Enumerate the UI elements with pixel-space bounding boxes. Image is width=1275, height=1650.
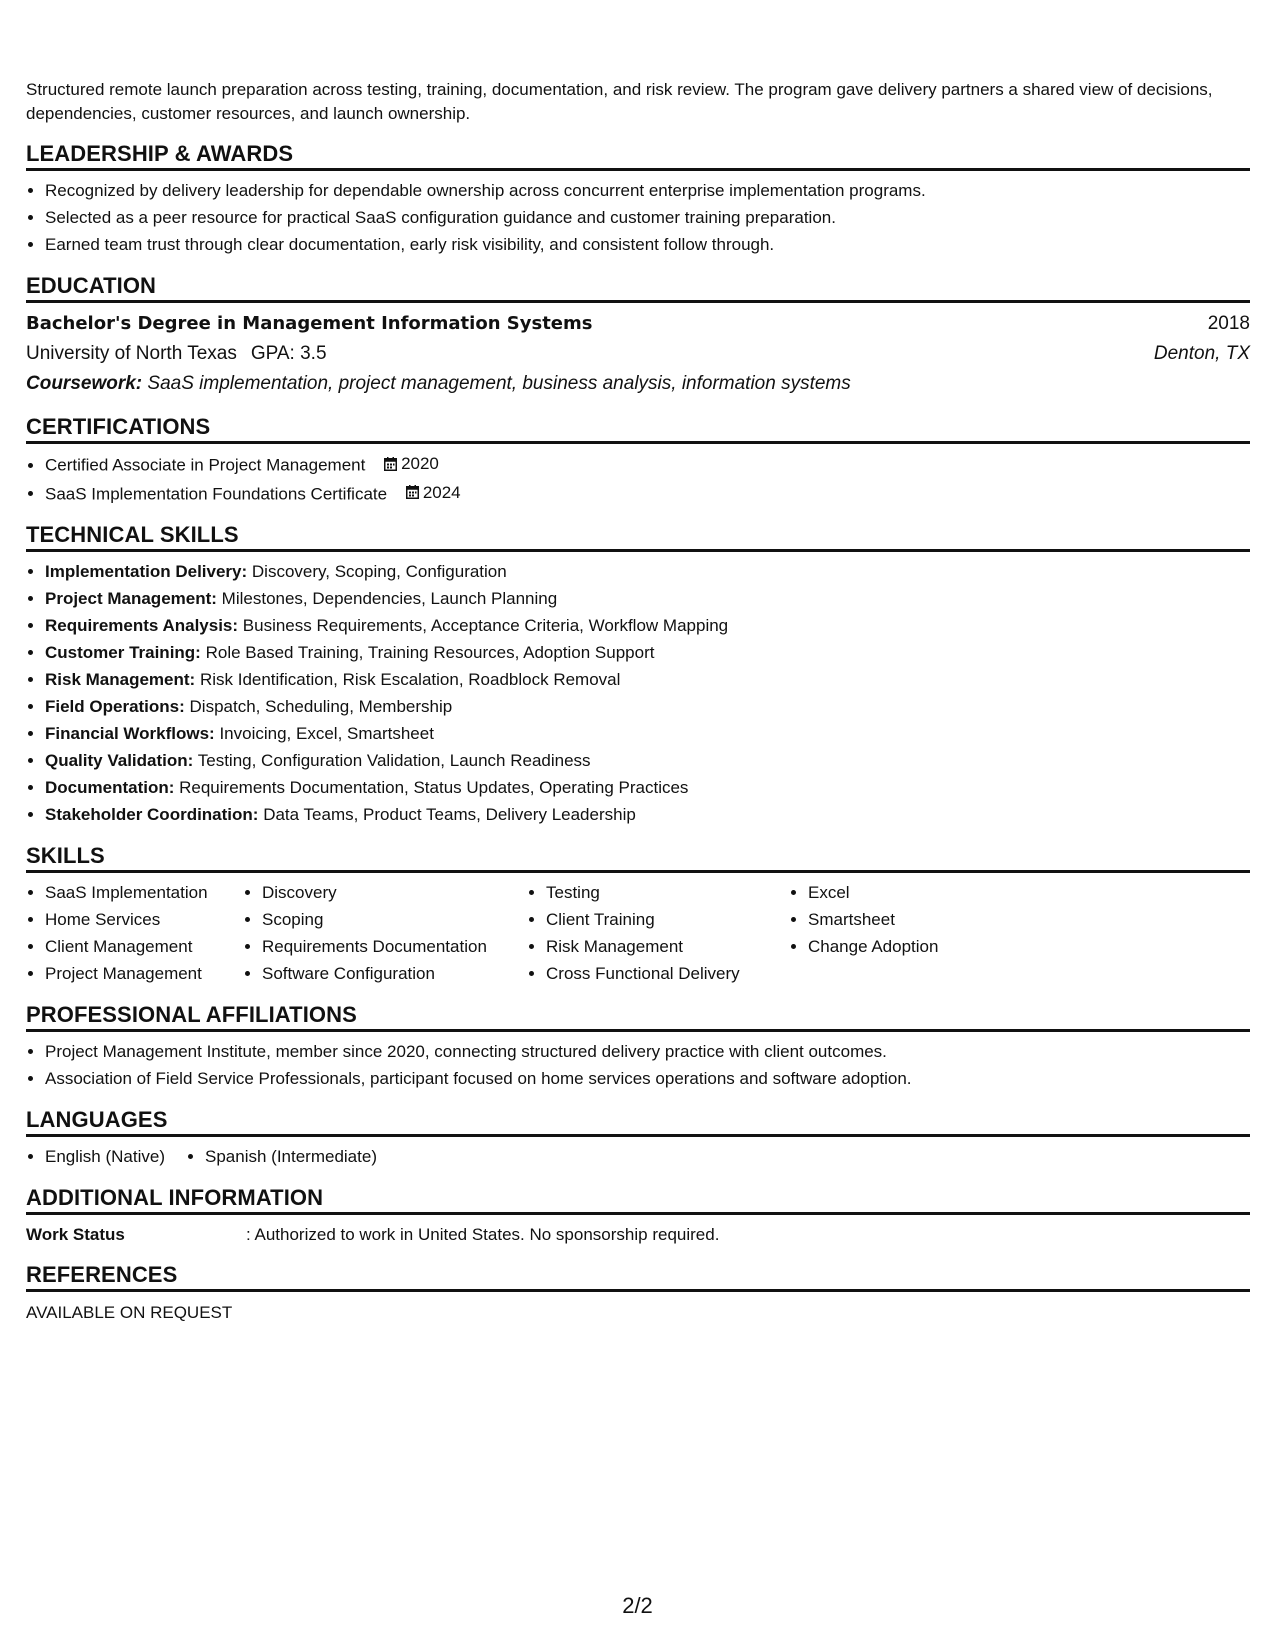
certifications-list <box>26 450 1250 507</box>
list-item: • Risk Management <box>546 933 789 960</box>
education-school-row <box>26 339 1250 369</box>
list-item: • English (Native) <box>45 1143 165 1170</box>
skill-category: Customer Training: <box>45 643 201 662</box>
list-item <box>45 585 1250 612</box>
resume-page <box>26 78 1250 1325</box>
list-item: • Project Management <box>45 960 243 987</box>
skill-values: Discovery, Scoping, Configuration <box>251 562 507 581</box>
degree-name: Bachelor's Degree in Management Information Systems <box>26 313 593 334</box>
list-item <box>45 558 1250 585</box>
skills-column <box>789 879 1108 987</box>
certification-date <box>384 450 439 477</box>
education-entry <box>26 309 1250 399</box>
skill-values: Milestones, Dependencies, Launch Planning <box>221 589 558 608</box>
skill-values: Role Based Training, Training Resources, Adoption Support <box>205 643 655 662</box>
references-text: AVAILABLE ON REQUEST <box>26 1303 233 1322</box>
list-item: • Client Training <box>546 906 789 933</box>
education-degree-row <box>26 309 1250 339</box>
affiliations-list <box>26 1038 1250 1092</box>
calendar-icon <box>406 485 419 499</box>
skill-category: Quality Validation: <box>45 751 194 770</box>
list-item: • Client Management <box>45 933 243 960</box>
languages-list <box>26 1143 1250 1170</box>
list-item: • Cross Functional Delivery <box>546 960 789 987</box>
skill-values: Business Requirements, Acceptance Criteria, Workflow Mapping <box>242 616 729 635</box>
skill-category: Financial Workflows: <box>45 724 215 743</box>
skill-category: Field Operations: <box>45 697 185 716</box>
skill-category: Stakeholder Coordination: <box>45 805 259 824</box>
certifications-heading: CERTIFICATIONS <box>26 414 1250 444</box>
school-location: Denton, TX <box>1153 343 1250 364</box>
skill-category: Requirements Analysis: <box>45 616 239 635</box>
list-item: • Earned team trust through clear documentation, early risk visibility, and consistent follow through. <box>45 231 1250 258</box>
skills-column <box>26 879 243 987</box>
skill-values: Requirements Documentation, Status Updates, Operating Practices <box>179 778 689 797</box>
calendar-icon <box>384 457 397 471</box>
coursework-label: Coursework: <box>26 373 143 394</box>
leadership-list <box>26 177 1250 258</box>
list-item: • SaaS Implementation <box>45 879 243 906</box>
skill-values: Data Teams, Product Teams, Delivery Leadership <box>263 805 636 824</box>
project-summary: Structured remote launch preparation across testing, training, documentation, and risk review. The program gave delivery partners a shared view of decisions, dependencies, customer resources, and launch ownership. <box>26 80 1213 123</box>
list-item <box>45 720 1250 747</box>
skills-column <box>243 879 527 987</box>
skills-column <box>527 879 789 987</box>
list-item <box>45 774 1250 801</box>
skill-category: Documentation: <box>45 778 175 797</box>
list-item <box>45 639 1250 666</box>
list-item <box>45 747 1250 774</box>
skill-category: Implementation Delivery: <box>45 562 248 581</box>
technical-skills-list <box>26 558 1250 828</box>
certification-name: Certified Associate in Project Management <box>45 455 366 475</box>
list-item: • Selected as a peer resource for practical SaaS configuration guidance and customer training preparation. <box>45 204 1250 231</box>
work-status-row <box>26 1223 1250 1247</box>
skill-category: Risk Management: <box>45 670 196 689</box>
references-heading: REFERENCES <box>26 1262 1250 1292</box>
certification-date <box>406 479 461 506</box>
list-item <box>45 801 1250 828</box>
leadership-heading: LEADERSHIP & AWARDS <box>26 141 1250 171</box>
languages-heading: LANGUAGES <box>26 1107 1250 1137</box>
page-number: 2/2 <box>622 1593 653 1618</box>
school-name: University of North Texas <box>26 343 237 364</box>
list-item <box>45 479 1250 508</box>
skill-values: Invoicing, Excel, Smartsheet <box>219 724 434 743</box>
list-item: • Recognized by delivery leadership for dependable ownership across concurrent enterprise implementation programs. <box>45 177 1250 204</box>
work-status-label: Work Status <box>26 1225 125 1244</box>
certification-name: SaaS Implementation Foundations Certificate <box>45 484 388 503</box>
list-item: • Discovery <box>262 879 527 906</box>
skills-grid <box>26 879 1250 987</box>
list-item: • Software Configuration <box>262 960 527 987</box>
list-item: • Change Adoption <box>808 933 1108 960</box>
school-line <box>26 339 327 369</box>
skill-values: Testing, Configuration Validation, Launch Readiness <box>197 751 591 770</box>
list-item <box>45 666 1250 693</box>
certification-year: 2020 <box>401 454 439 473</box>
list-item: • Testing <box>546 879 789 906</box>
list-item: • Scoping <box>262 906 527 933</box>
skills-heading: SKILLS <box>26 843 1250 873</box>
work-status-value: : Authorized to work in United States. No sponsorship required. <box>246 1225 720 1244</box>
coursework-text: SaaS implementation, project management, business analysis, information systems <box>147 373 851 394</box>
list-item <box>45 693 1250 720</box>
skill-values: Dispatch, Scheduling, Membership <box>189 697 453 716</box>
technical-skills-heading: TECHNICAL SKILLS <box>26 522 1250 552</box>
skill-values: Risk Identification, Risk Escalation, Roadblock Removal <box>199 670 621 689</box>
additional-info-heading: ADDITIONAL INFORMATION <box>26 1185 1250 1215</box>
graduation-year: 2018 <box>1207 313 1250 334</box>
list-item: • Smartsheet <box>808 906 1108 933</box>
list-item: • Spanish (Intermediate) <box>205 1143 377 1170</box>
gpa: GPA: 3.5 <box>250 343 327 364</box>
affiliations-heading: PROFESSIONAL AFFILIATIONS <box>26 1002 1250 1032</box>
list-item: • Association of Field Service Professionals, participant focused on home services operations and software adoption. <box>45 1065 1250 1092</box>
list-item: • Requirements Documentation <box>262 933 527 960</box>
certification-year: 2024 <box>422 482 461 502</box>
education-heading: EDUCATION <box>26 273 1250 303</box>
coursework <box>26 369 1250 399</box>
list-item: • Excel <box>808 879 1108 906</box>
skill-category: Project Management: <box>45 589 217 608</box>
list-item <box>45 612 1250 639</box>
list-item: • Home Services <box>45 906 243 933</box>
list-item <box>45 450 1250 479</box>
list-item: • Project Management Institute, member since 2020, connecting structured delivery practice with client outcomes. <box>45 1038 1250 1065</box>
